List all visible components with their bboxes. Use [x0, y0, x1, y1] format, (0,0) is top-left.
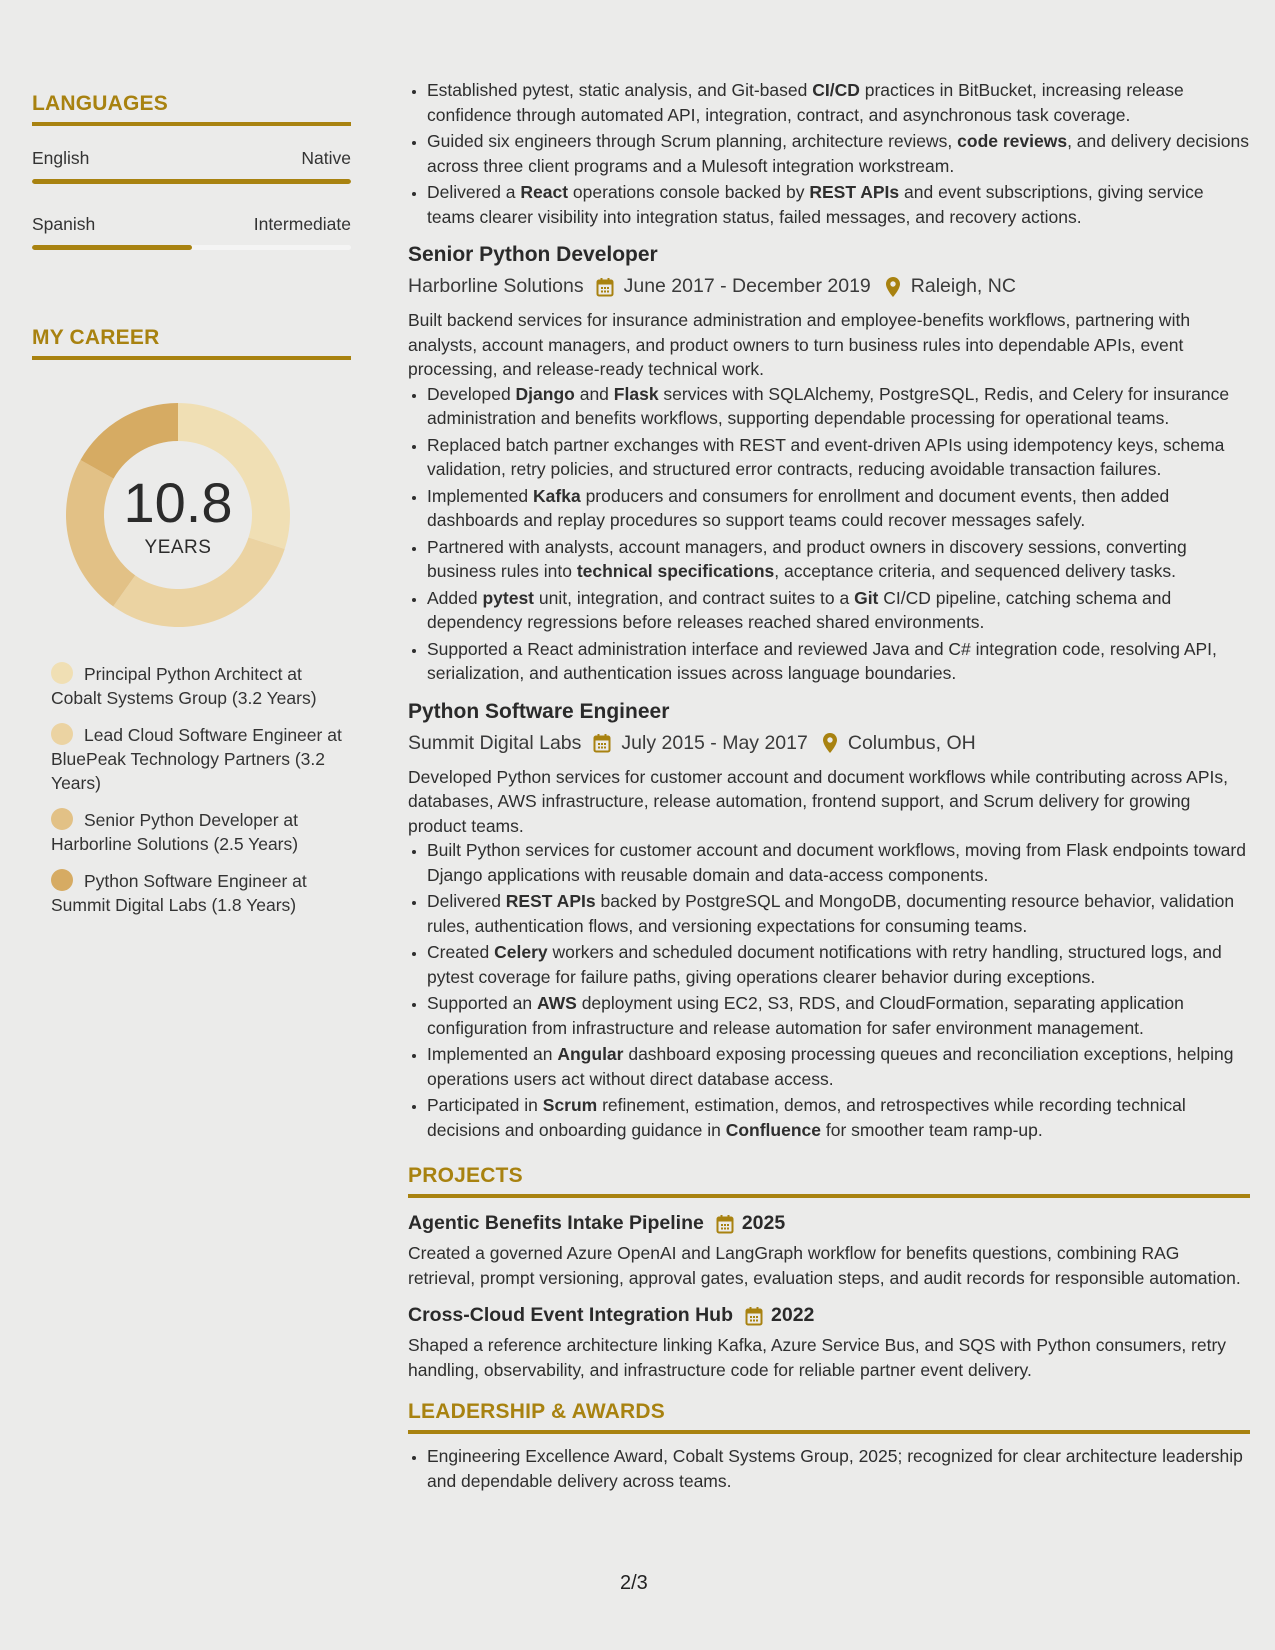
- bold-keyword: Angular: [557, 1044, 624, 1064]
- legend-label: Lead Cloud Software Engineer at BluePeak Technology Partners (3.2 Years): [51, 725, 342, 793]
- job-bullets: [408, 382, 1250, 686]
- job-dates: July 2015 - May 2017: [621, 731, 808, 754]
- legend-label: Principal Python Architect at Cobalt Systems Group (3.2 Years): [51, 664, 317, 708]
- languages-heading: LANGUAGES: [32, 92, 351, 126]
- projects-section: [408, 1164, 1250, 1382]
- bold-keyword: code reviews: [957, 131, 1068, 151]
- bullet-text: Guided six engineers through Scrum planning, architecture reviews,: [427, 131, 958, 151]
- sidebar: [32, 92, 351, 930]
- bullet-text: workers and scheduled document notifications with retry handling, structured logs, and pytest coverage for failure paths, giving operations clearer behavior during exceptions.: [427, 942, 1222, 987]
- bold-keyword: pytest: [482, 587, 535, 608]
- company-name: Harborline Solutions: [408, 275, 584, 297]
- calendar-icon: [593, 733, 611, 753]
- calendar-icon: [716, 1214, 734, 1234]
- language-proficiency-fill: [32, 245, 192, 250]
- project-year: 2022: [771, 1304, 815, 1326]
- job-summary: Built backend services for insurance administration and employee-benefits workflows, partnering with analysts, account managers, and product owners to turn business rules into dependable APIs, event processing, and release-ready technical work.: [408, 310, 1191, 379]
- bold-keyword: Confluence: [725, 1119, 821, 1140]
- language-item: [32, 148, 351, 184]
- bullet-text: Delivered: [427, 891, 506, 911]
- job-summary: Developed Python services for customer account and document workflows while contributing across APIs, databases, AWS infrastructure, release automation, frontend support, and Scrum delivery for growing product teams.: [408, 766, 1228, 836]
- donut-center: [63, 400, 293, 630]
- map-pin-icon: [885, 276, 901, 298]
- bullet-text: unit, integration, and contract suites to a: [534, 587, 855, 608]
- job-location: Columbus, OH: [847, 731, 976, 754]
- bullet-text: Supported a React administration interface and reviewed Java and C# integration code, resolving API, serialization, and authentication issues across language boundaries.: [427, 638, 1217, 683]
- project-description: Shaped a reference architecture linking Kafka, Azure Service Bus, and SQS with Python consumers, retry handling, observability, and infrastructure code for reliable partner event delivery.: [408, 1335, 1227, 1380]
- language-level: Native: [301, 148, 351, 168]
- career-legend-item: [51, 869, 351, 917]
- projects-list: [408, 1212, 1250, 1382]
- career-heading: MY CAREER: [32, 326, 351, 360]
- bullet-text: Implemented an: [427, 1044, 558, 1064]
- calendar-icon: [596, 277, 614, 297]
- career-section: [32, 326, 351, 917]
- bullet-text: Developed: [427, 383, 516, 404]
- bullet-item: [427, 180, 1250, 229]
- bold-keyword: REST APIs: [809, 182, 900, 202]
- bullet-text: operations console backed by: [568, 182, 810, 202]
- legend-dot: [51, 723, 73, 745]
- bullet-text: services with SQLAlchemy, PostgreSQL, Redis, and Celery for insurance administration and benefits workflows, supporting dependable processing for operational teams.: [427, 383, 1230, 428]
- bullet-text: , acceptance criteria, and sequenced delivery tasks.: [774, 561, 1176, 581]
- language-proficiency-bar: [32, 179, 351, 184]
- bold-keyword: AWS: [536, 993, 577, 1013]
- career-legend-item: [51, 662, 351, 710]
- bullet-text: Implemented: [427, 485, 534, 506]
- projects-heading: PROJECTS: [408, 1164, 1250, 1198]
- bullet-item: [427, 1093, 1250, 1142]
- bullet-text: Established pytest, static analysis, and Git-based: [427, 80, 813, 100]
- bullet-item: [427, 1042, 1250, 1091]
- language-name: English: [32, 148, 90, 168]
- language-proficiency-bar: [32, 245, 351, 250]
- bullet-text: Participated in: [427, 1095, 543, 1115]
- project-name: Cross-Cloud Event Integration Hub: [408, 1304, 734, 1326]
- project-year: 2025: [741, 1212, 786, 1234]
- project-entry: [408, 1304, 1250, 1382]
- legend-dot: [51, 808, 73, 830]
- project-title-row: [408, 1212, 1250, 1235]
- language-row: [32, 214, 351, 235]
- bullet-text: deployment using EC2, S3, RDS, and CloudFormation, separating application configuration from infrastructure and release automation for safer environment management.: [427, 993, 1184, 1038]
- bullet-text: Engineering Excellence Award, Cobalt Systems Group, 2025; recognized for clear architecture leadership and dependable delivery across teams.: [427, 1446, 1243, 1491]
- bullet-item: [427, 129, 1250, 178]
- job-meta: [408, 732, 1250, 755]
- bullet-item: [427, 78, 1250, 127]
- company-name: Summit Digital Labs: [408, 731, 582, 754]
- language-proficiency-fill: [32, 179, 351, 184]
- project-description: Created a governed Azure OpenAI and LangGraph workflow for benefits questions, combining RAG retrieval, prompt versioning, approval gates, evaluation steps, and audit records for responsible automation.: [408, 1243, 1241, 1288]
- bold-keyword: Django: [515, 383, 575, 404]
- total-years-value: 10.8: [123, 471, 233, 534]
- bullet-text: refinement, estimation, demos, and retrospectives while recording technical decisions and onboarding guidance in: [427, 1095, 1186, 1140]
- bullet-text: Supported an: [427, 993, 537, 1013]
- bullet-item: [427, 889, 1250, 938]
- bullet-text: dashboard exposing processing queues and reconciliation exceptions, helping operations users act without direct database access.: [427, 1044, 1234, 1089]
- legend-label: Python Software Engineer at Summit Digital Labs (1.8 Years): [51, 871, 307, 915]
- bullet-text: , and delivery decisions across three client programs and a Mulesoft integration workstream.: [427, 131, 1249, 176]
- bullet-item: [427, 940, 1250, 989]
- bold-keyword: Scrum: [542, 1095, 598, 1115]
- bullet-item: [427, 484, 1250, 533]
- language-row: [32, 148, 351, 169]
- bold-keyword: React: [520, 182, 569, 202]
- bullet-text: Partnered with analysts, account managers, and product owners in discovery sessions, converting business rules into: [427, 536, 1187, 581]
- bullet-item: [427, 433, 1250, 482]
- career-donut-chart: [63, 400, 293, 630]
- bullet-item: [427, 535, 1250, 584]
- bullet-item: [427, 637, 1250, 686]
- bullet-text: practices in BitBucket, increasing release confidence through automated API, integration, contract, and asynchronous task coverage.: [427, 80, 1184, 125]
- bold-keyword: Kafka: [533, 485, 581, 506]
- leadership-section: [408, 1400, 1250, 1493]
- page-number: 2/3: [620, 1572, 648, 1594]
- leadership-heading: LEADERSHIP & AWARDS: [408, 1400, 1250, 1434]
- bullet-text: and: [574, 383, 614, 404]
- bold-keyword: REST APIs: [505, 891, 596, 911]
- language-name: Spanish: [32, 214, 96, 234]
- jobs-list: [408, 243, 1250, 1142]
- bullet-text: CI/CD pipeline, catching schema and dependency regressions before releases reached shared environments.: [427, 587, 1172, 632]
- bullet-text: Replaced batch partner exchanges with REST and event-driven APIs using idempotency keys, schema validation, retry policies, and structured error contracts, reducing avoidable transaction failures.: [427, 434, 1225, 479]
- bold-keyword: technical specifications: [576, 561, 775, 581]
- language-level: Intermediate: [253, 214, 351, 234]
- bold-keyword: CI/CD: [812, 80, 860, 100]
- bullet-text: Added: [427, 587, 483, 608]
- bullet-text: Created: [427, 942, 495, 962]
- calendar-icon: [745, 1306, 763, 1326]
- job-meta: [408, 275, 1250, 298]
- leadership-bullets: [408, 1444, 1250, 1493]
- job-entry: [408, 700, 1250, 1143]
- bullet-text: backed by PostgreSQL and MongoDB, documenting resource behavior, validation rules, authentication flows, and versioning expectations for consuming teams.: [427, 891, 1235, 936]
- project-name: Agentic Benefits Intake Pipeline: [408, 1212, 704, 1234]
- languages-section: [32, 92, 351, 250]
- bold-keyword: Flask: [613, 383, 659, 404]
- bullet-item: [427, 1444, 1250, 1493]
- career-legend-item: [51, 723, 351, 795]
- main-content: [408, 78, 1250, 1495]
- job-entry: [408, 243, 1250, 686]
- legend-dot: [51, 662, 73, 684]
- bullet-text: Built Python services for customer account and document workflows, moving from Flask endpoints toward Django applications with reusable domain and data-access components.: [427, 840, 1246, 885]
- bullet-text: producers and consumers for enrollment and document events, then added dashboards and replay procedures so support teams could recover messages safely.: [427, 485, 1170, 530]
- bullet-item: [427, 586, 1250, 635]
- career-legend: [51, 662, 351, 917]
- job-title: Senior Python Developer: [408, 243, 658, 266]
- bold-keyword: Git: [854, 587, 879, 608]
- map-pin-icon: [822, 732, 838, 754]
- bullet-text: for smoother team ramp-up.: [821, 1119, 1043, 1140]
- job-location: Raleigh, NC: [910, 275, 1016, 297]
- bullet-text: Delivered a: [427, 182, 521, 202]
- career-legend-item: [51, 808, 351, 856]
- total-years-unit: YEARS: [144, 537, 212, 558]
- project-entry: [408, 1212, 1250, 1290]
- legend-dot: [51, 869, 73, 891]
- legend-label: Senior Python Developer at Harborline Solutions (2.5 Years): [51, 810, 299, 854]
- bold-keyword: Celery: [494, 942, 548, 962]
- bullet-item: [427, 382, 1250, 431]
- bullet-item: [427, 838, 1250, 887]
- languages-list: [32, 148, 351, 250]
- job-bullets: [408, 838, 1250, 1142]
- bullet-text: and event subscriptions, giving service teams clearer visibility into integration status, failed messages, and recovery actions.: [427, 182, 1204, 227]
- project-title-row: [408, 1304, 1250, 1327]
- job-dates: June 2017 - December 2019: [623, 275, 871, 297]
- bullet-item: [427, 991, 1250, 1040]
- continued-experience-bullets: [408, 78, 1250, 229]
- job-title: Python Software Engineer: [408, 699, 670, 723]
- language-item: [32, 214, 351, 250]
